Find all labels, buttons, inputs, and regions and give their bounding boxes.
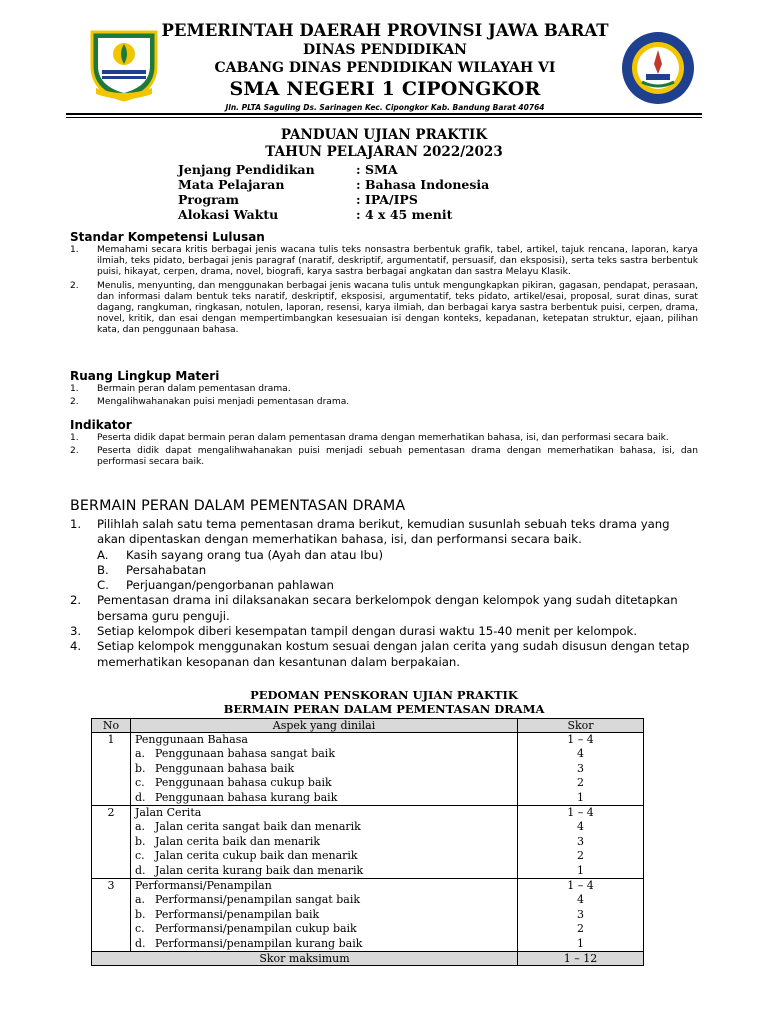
- list-item: 1. Peserta didik dapat bermain peran dalam pementasan drama dengan memerhatikan bahasa, isi, dan performasi secara baik.: [70, 433, 669, 443]
- list-item: 1. Memahami secara kritis berbagai jenis wacana tulis teks nonsastra berbentuk grafik, tabel, artikel, tajuk rencana, laporan, karya ilmiah, teks pidato, berbagai jenis paragraf (naratif, deskriptif, argumentatif, persuasif, dan eksposisi), serta teks sastra berbentuk puisi, hikayat, cerpen, drama, novel, biografi, karya sastra berbagai angkatan dan sastra Melayu Klasik.: [70, 245, 698, 278]
- school-name: SMA NEGERI 1 CIPONGKOR: [229, 78, 541, 100]
- col-no: No: [92, 719, 131, 733]
- total-value: 1 – 12: [518, 952, 644, 966]
- instruction-item: 1. Pilihlah salah satu tema pementasan drama berikut, kemudian susunlah sebuah teks drama yang akan dipentaskan dengan memerhatikan bahasa, isi, dan performansi secara baik.: [70, 517, 670, 547]
- list-item: 1. Bermain peran dalam pementasan drama.: [70, 384, 291, 394]
- meta-row: Jenjang Pendidikan : SMA: [178, 162, 398, 177]
- meta-row: Alokasi Waktu : 4 x 45 menit: [178, 207, 453, 222]
- instruction-item: 4. Setiap kelompok menggunakan kostum sesuai dengan jalan cerita yang sudah disusun dengan tetap memerhatikan kesopanan dan kesantunan dalam berpakaian.: [70, 639, 690, 669]
- theme-option: B. Persahabatan: [97, 562, 207, 577]
- branch-name: CABANG DINAS PENDIDIKAN WILAYAH VI: [214, 60, 556, 76]
- indikator-list: [70, 433, 698, 469]
- gov-name: PEMERINTAH DAERAH PROVINSI JAWA BARAT: [161, 21, 609, 40]
- doc-subtitle: TAHUN PELAJARAN 2022/2023: [265, 144, 503, 160]
- jawa-barat-logo: [86, 26, 162, 102]
- table-row: 1 Penggunaan Bahasa a. Penggunaan bahasa sangat baik b. Penggunaan bahasa baik c. Penggunaan bahasa cukup baik d. Penggunaan bahasa kurang baik 1 – 4 4 3 2 1: [92, 733, 644, 806]
- exam-meta: [178, 162, 489, 222]
- theme-option: C. Perjuangan/pengorbanan pahlawan: [97, 578, 334, 593]
- indikator-heading: Indikator: [70, 418, 132, 432]
- scoring-table: [91, 718, 644, 966]
- agency-name: DINAS PENDIDIKAN: [303, 42, 467, 58]
- instruction-item: 3. Setiap kelompok diberi kesempatan tampil dengan durasi waktu 15-40 menit per kelompok.: [70, 624, 638, 639]
- doc-title: PANDUAN UJIAN PRAKTIK: [280, 127, 488, 143]
- list-item: 2. Menulis, menyunting, dan menggunakan berbagai jenis wacana tulis untuk mengungkapkan pikiran, gagasan, pendapat, perasaan, dan informasi dalam bentuk teks naratif, deskriptif, eksposisi, argumentatif, teks pidato, artikel/esai, proposal, surat dinas, surat dagang, rangkuman, ringkasan, notulen, laporan, resensi, karya ilmiah, dan berbagai karya sastra berbentuk puisi, cerpen, drama, novel, kritik, dan esai dengan mempertimbangkan kesesuaian isi dengan konteks, kepadanan, ketepatan struktur, ejaan, pilihan kata, dan penggunaan bahasa.: [70, 280, 698, 336]
- table-row: 2 Jalan Cerita a. Jalan cerita sangat baik dan menarik b. Jalan cerita baik dan menarik c. Jalan cerita cukup baik dan menarik d. Jalan cerita kurang baik dan menarik 1 – 4 4 3 2 1: [92, 806, 644, 879]
- meta-row: Program : IPA/IPS: [178, 192, 418, 207]
- theme-option: A. Kasih sayang orang tua (Ayah dan atau Ibu): [97, 547, 384, 562]
- instruction-item: 2. Pementasan drama ini dilaksanakan secara berkelompok dengan kelompok yang sudah ditetapkan bersama guru penguji.: [70, 593, 678, 623]
- list-item: 2. Mengalihwahanakan puisi menjadi pementasan drama.: [70, 397, 350, 408]
- total-label: Skor maksimum: [92, 952, 518, 966]
- rubric-title: PEDOMAN PENSKORAN UJIAN PRAKTIK: [250, 688, 518, 702]
- instructions-list: [70, 517, 698, 670]
- total-row: [92, 952, 644, 966]
- table-header: [92, 719, 644, 733]
- ruang-heading: Ruang Lingkup Materi: [70, 369, 220, 383]
- school-address: Jln. PLTA Saguling Ds. Sarinagen Kec. Cipongkor Kab. Bandung Barat 40764: [225, 103, 545, 112]
- ruang-list: [70, 384, 698, 408]
- table-row: 3 Performansi/Penampilan a. Performansi/penampilan sangat baik b. Performansi/penampilan baik c. Performansi/penampilan cukup baik d. Performansi/penampilan kurang baik 1 – 4 4 3 2 1: [92, 879, 644, 952]
- list-item: 2. Peserta didik dapat mengalihwahanakan puisi menjadi sebuah pementasan drama dengan memerhatikan bahasa, isi, dan performasi secara baik.: [70, 446, 698, 468]
- section-heading: BERMAIN PERAN DALAM PEMENTASAN DRAMA: [70, 498, 406, 514]
- meta-row: Mata Pelajaran : Bahasa Indonesia: [178, 177, 490, 192]
- header-rule-thick: [66, 113, 702, 115]
- skl-list: [70, 245, 698, 337]
- col-skor: Skor: [518, 719, 644, 733]
- skl-heading: Standar Kompetensi Lulusan: [70, 230, 265, 244]
- school-logo: [620, 30, 696, 106]
- header-rule-thin: [66, 117, 702, 118]
- letterhead: [160, 20, 610, 115]
- rubric-subtitle: BERMAIN PERAN DALAM PEMENTASAN DRAMA: [223, 702, 545, 716]
- col-aspek: Aspek yang dinilai: [131, 719, 518, 733]
